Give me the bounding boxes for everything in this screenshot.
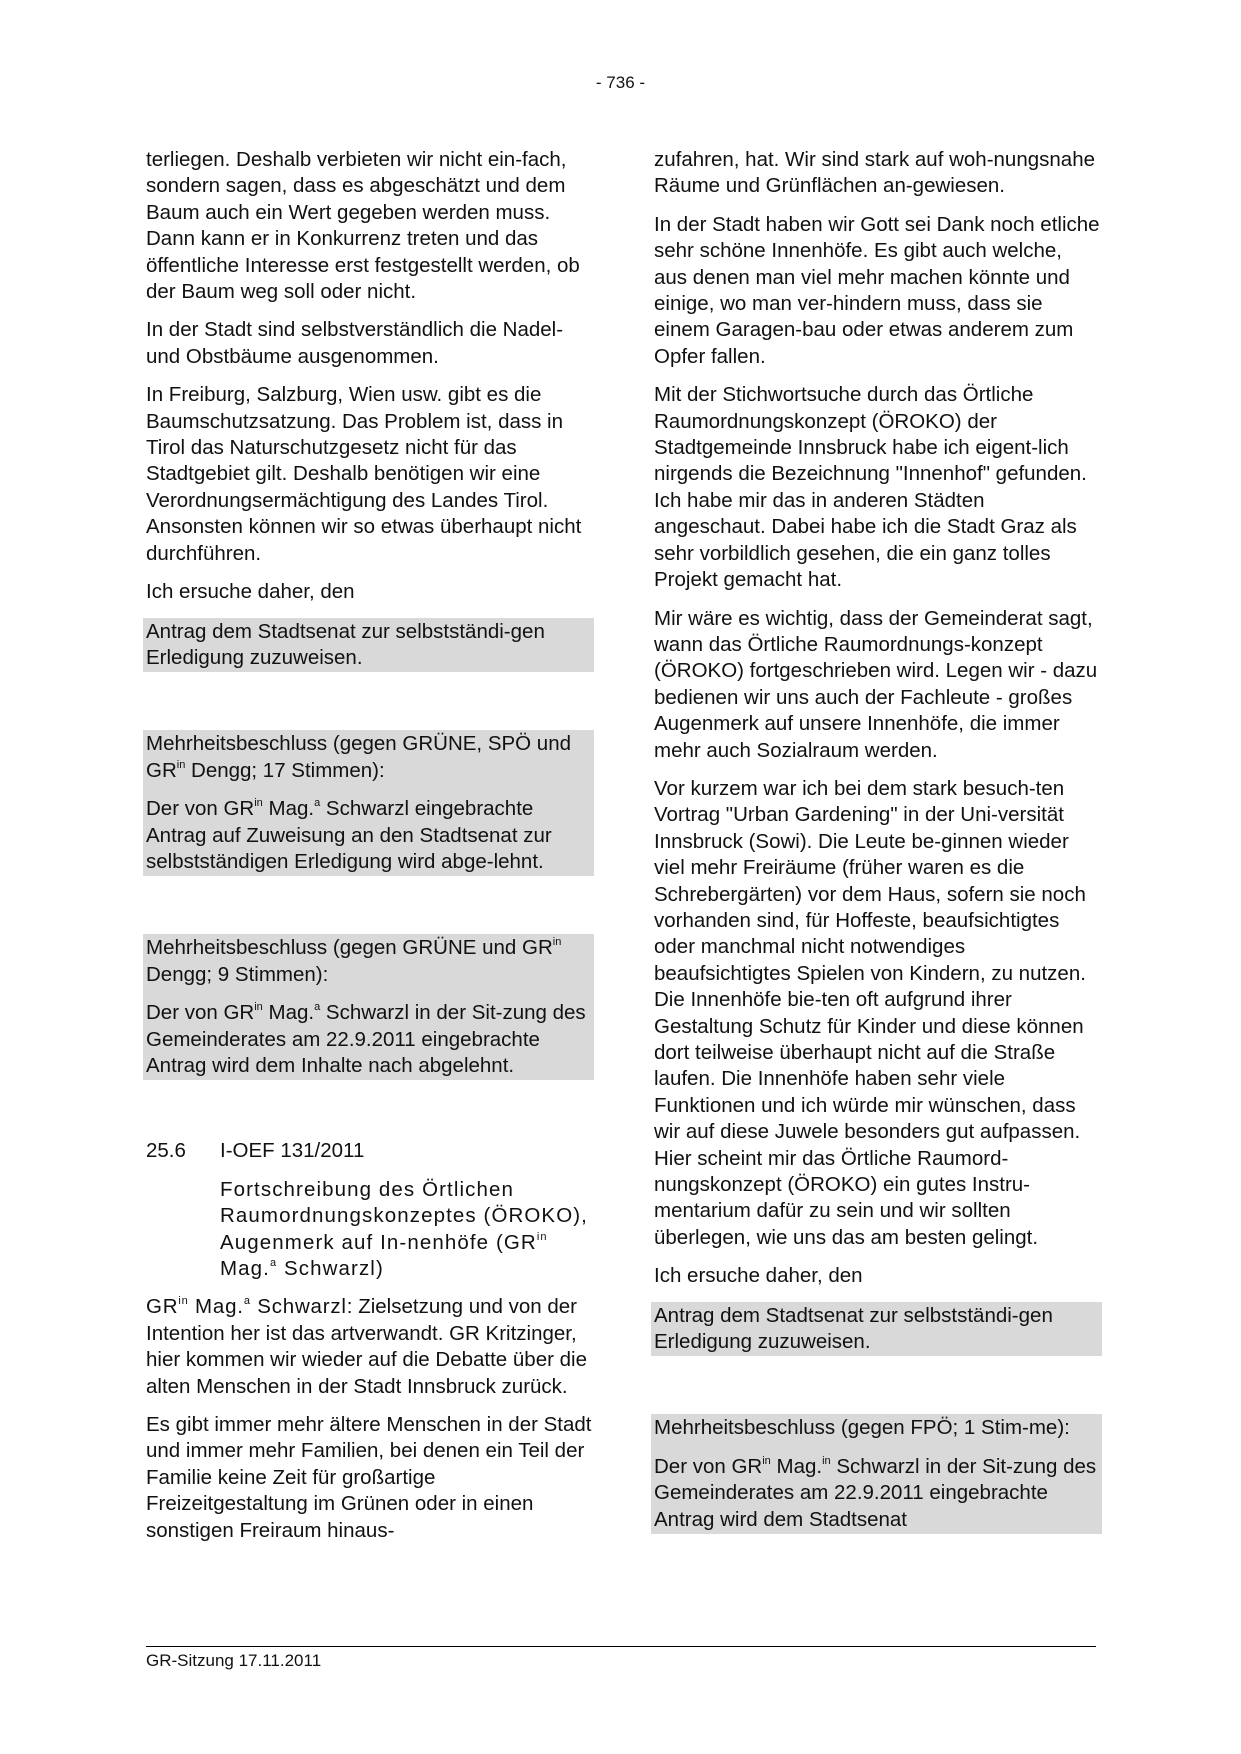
resolution-text: Der von $GR^{in}$ Mag.$^{in}$ Schwarzl in der Sit-zung des Gemeinderates am 22.9.2011 eingebrachte Antrag wird dem Stadtsenat xyxy=(654,1454,1097,1531)
agenda-item-number: 25.6 xyxy=(146,1139,186,1163)
resolution-heading: Mehrheitsbeschluss (gegen GRÜNE, SPÖ und $GR^{in}$ Dengg; 17 Stimmen): xyxy=(146,732,572,782)
resolution-box-3 xyxy=(651,1414,1102,1534)
motion-text: Antrag dem Stadtsenat zur selbstständi-gen Erledigung zuzuweisen. xyxy=(654,1303,1053,1354)
paragraph: In der Stadt haben wir Gott sei Dank noch etliche sehr schöne Innenhöfe. Es gibt auch welche, aus denen man viel mehr machen könnte und einige, wo man ver-hindern muss, dass sie einem Garagen-bau oder etwas anderem zum Opfer fallen. xyxy=(654,212,1100,368)
resolution-heading: Mehrheitsbeschluss (gegen GRÜNE und $GR^{in}$ Dengg; 9 Stimmen): xyxy=(146,936,562,986)
footer-text: GR-Sitzung 17.11.2011 xyxy=(146,1651,322,1670)
right-column xyxy=(654,147,1100,1546)
speaker-name: $GR^{in}$ Mag.$^a$ Schwarzl xyxy=(146,1295,347,1319)
agenda-item-title: Fortschreibung des Örtlichen Raumordnungskonzeptes (ÖROKO), Augenmerk auf In-nenhöfe ($GR^{in}$ Mag.$^a$ Schwarzl) xyxy=(220,1177,588,1280)
paragraph: Ich ersuche daher, den xyxy=(654,1264,863,1288)
resolution-text: Der von $GR^{in}$ Mag.$^a$ Schwarzl eingebrachte Antrag auf Zuweisung an den Stadtsenat zur selbstständigen Erledigung wird abge-lehnt. xyxy=(146,797,552,873)
paragraph: Es gibt immer mehr ältere Menschen in der Stadt und immer mehr Familien, bei denen ein Teil der Familie keine Zeit für großartige Freizeitgestaltung im Grünen oder in einen sonstigen Freiraum hinaus- xyxy=(146,1413,592,1542)
motion-box xyxy=(651,1302,1102,1357)
page-number: - 736 - xyxy=(595,73,646,92)
resolution-heading: Mehrheitsbeschluss (gegen FPÖ; 1 Stim-me): xyxy=(654,1416,1070,1440)
paragraph: In Freiburg, Salzburg, Wien usw. gibt es die Baumschutzsatzung. Das Problem ist, dass in Tirol das Naturschutzgesetz nicht für das Stadtgebiet gilt. Deshalb benötigen wir eine Verordnungsermächtigung des Landes Tirol. Ansonsten können wir so etwas überhaupt nicht durchführen. xyxy=(146,383,582,565)
paragraph: Mir wäre es wichtig, dass der Gemeinderat sagt, wann das Örtliche Raumordnungs-konzept (ÖROKO) fortgeschrieben wird. Legen wir - dazu bedienen wir uns auch der Fachleute - großes Augenmerk auf unsere Innenhöfe, die immer mehr auch Sozialraum werden. xyxy=(654,606,1098,762)
footer-rule xyxy=(146,1646,1096,1647)
motion-text: Antrag dem Stadtsenat zur selbstständi-gen Erledigung zuzuweisen. xyxy=(146,619,545,669)
agenda-item-header xyxy=(146,1138,592,1164)
paragraph: terliegen. Deshalb verbieten wir nicht ein-fach, sondern sagen, dass es abgeschätzt und dem Baum auch ein Wert gegeben werden muss. Dann kann er in Konkurrenz treten und das öffentliche Interesse erst festgestellt werden, ob der Baum weg soll oder nicht. xyxy=(146,148,580,304)
left-column xyxy=(146,147,592,1556)
paragraph: Mit der Stichwortsuche durch das Örtliche Raumordnungskonzept (ÖROKO) der Stadtgemeinde Innsbruck habe ich eigent-lich nirgends die Bezeichnung "Innenhof" gefunden. Ich habe mir das in anderen Städten angeschaut. Dabei habe ich die Stadt Graz als sehr vorbildlich gesehen, die ein ganz tolles Projekt gemacht hat. xyxy=(654,383,1087,592)
paragraph: Ich ersuche daher, den xyxy=(146,580,355,604)
paragraph: In der Stadt sind selbstverständlich die Nadel- und Obstbäume ausgenommen. xyxy=(146,318,564,368)
resolution-text: Der von $GR^{in}$ Mag.$^a$ Schwarzl in der Sit-zung des Gemeinderates am 22.9.2011 eingebrachte Antrag wird dem Inhalte nach abgelehnt. xyxy=(146,1001,586,1077)
resolution-box-2 xyxy=(143,934,594,1080)
paragraph: Vor kurzem war ich bei dem stark besuch-ten Vortrag "Urban Gardening" in der Uni-versität Innsbruck (Sowi). Die Leute be-ginnen wieder viel mehr Freiräume (früher waren es die Schrebergärten) vor dem Haus, sofern sie noch vorhanden sind, für Hoffeste, beaufsichtigtes oder manchmal nicht notwendiges beaufsichtigtes Spielen von Kindern, zu nutzen. Die Innenhöfe bie-ten oft aufgrund ihrer Gestaltung Schutz für Kinder und diese können dort teilweise überhaupt nicht auf die Straße laufen. Die Innenhöfe haben sehr viele Funktionen und ich würde mir wünschen, dass wir auf diese Juwele besonders gut aufpassen. Hier scheint mir das Örtliche Raumord-nungskonzept (ÖROKO) ein gutes Instru-mentarium dafür zu sein und wir sollten überlegen, wie uns das am besten gelingt. xyxy=(654,776,1086,1249)
paragraph: zufahren, hat. Wir sind stark auf woh-nungsnahe Räume und Grünflächen an-gewiesen. xyxy=(654,148,1095,198)
motion-box xyxy=(143,618,594,673)
agenda-item-code: I-OEF 131/2011 xyxy=(220,1139,365,1163)
resolution-box-1 xyxy=(143,730,594,876)
speaker-paragraph: $GR^{in}$ Mag.$^a$ Schwarzl: Zielsetzung und von der Intention her ist das artverwandt. GR Kritzinger, hier kommen wir wieder auf die Debatte über die alten Menschen in der Stadt Innsbruck zurück. xyxy=(146,1295,587,1398)
